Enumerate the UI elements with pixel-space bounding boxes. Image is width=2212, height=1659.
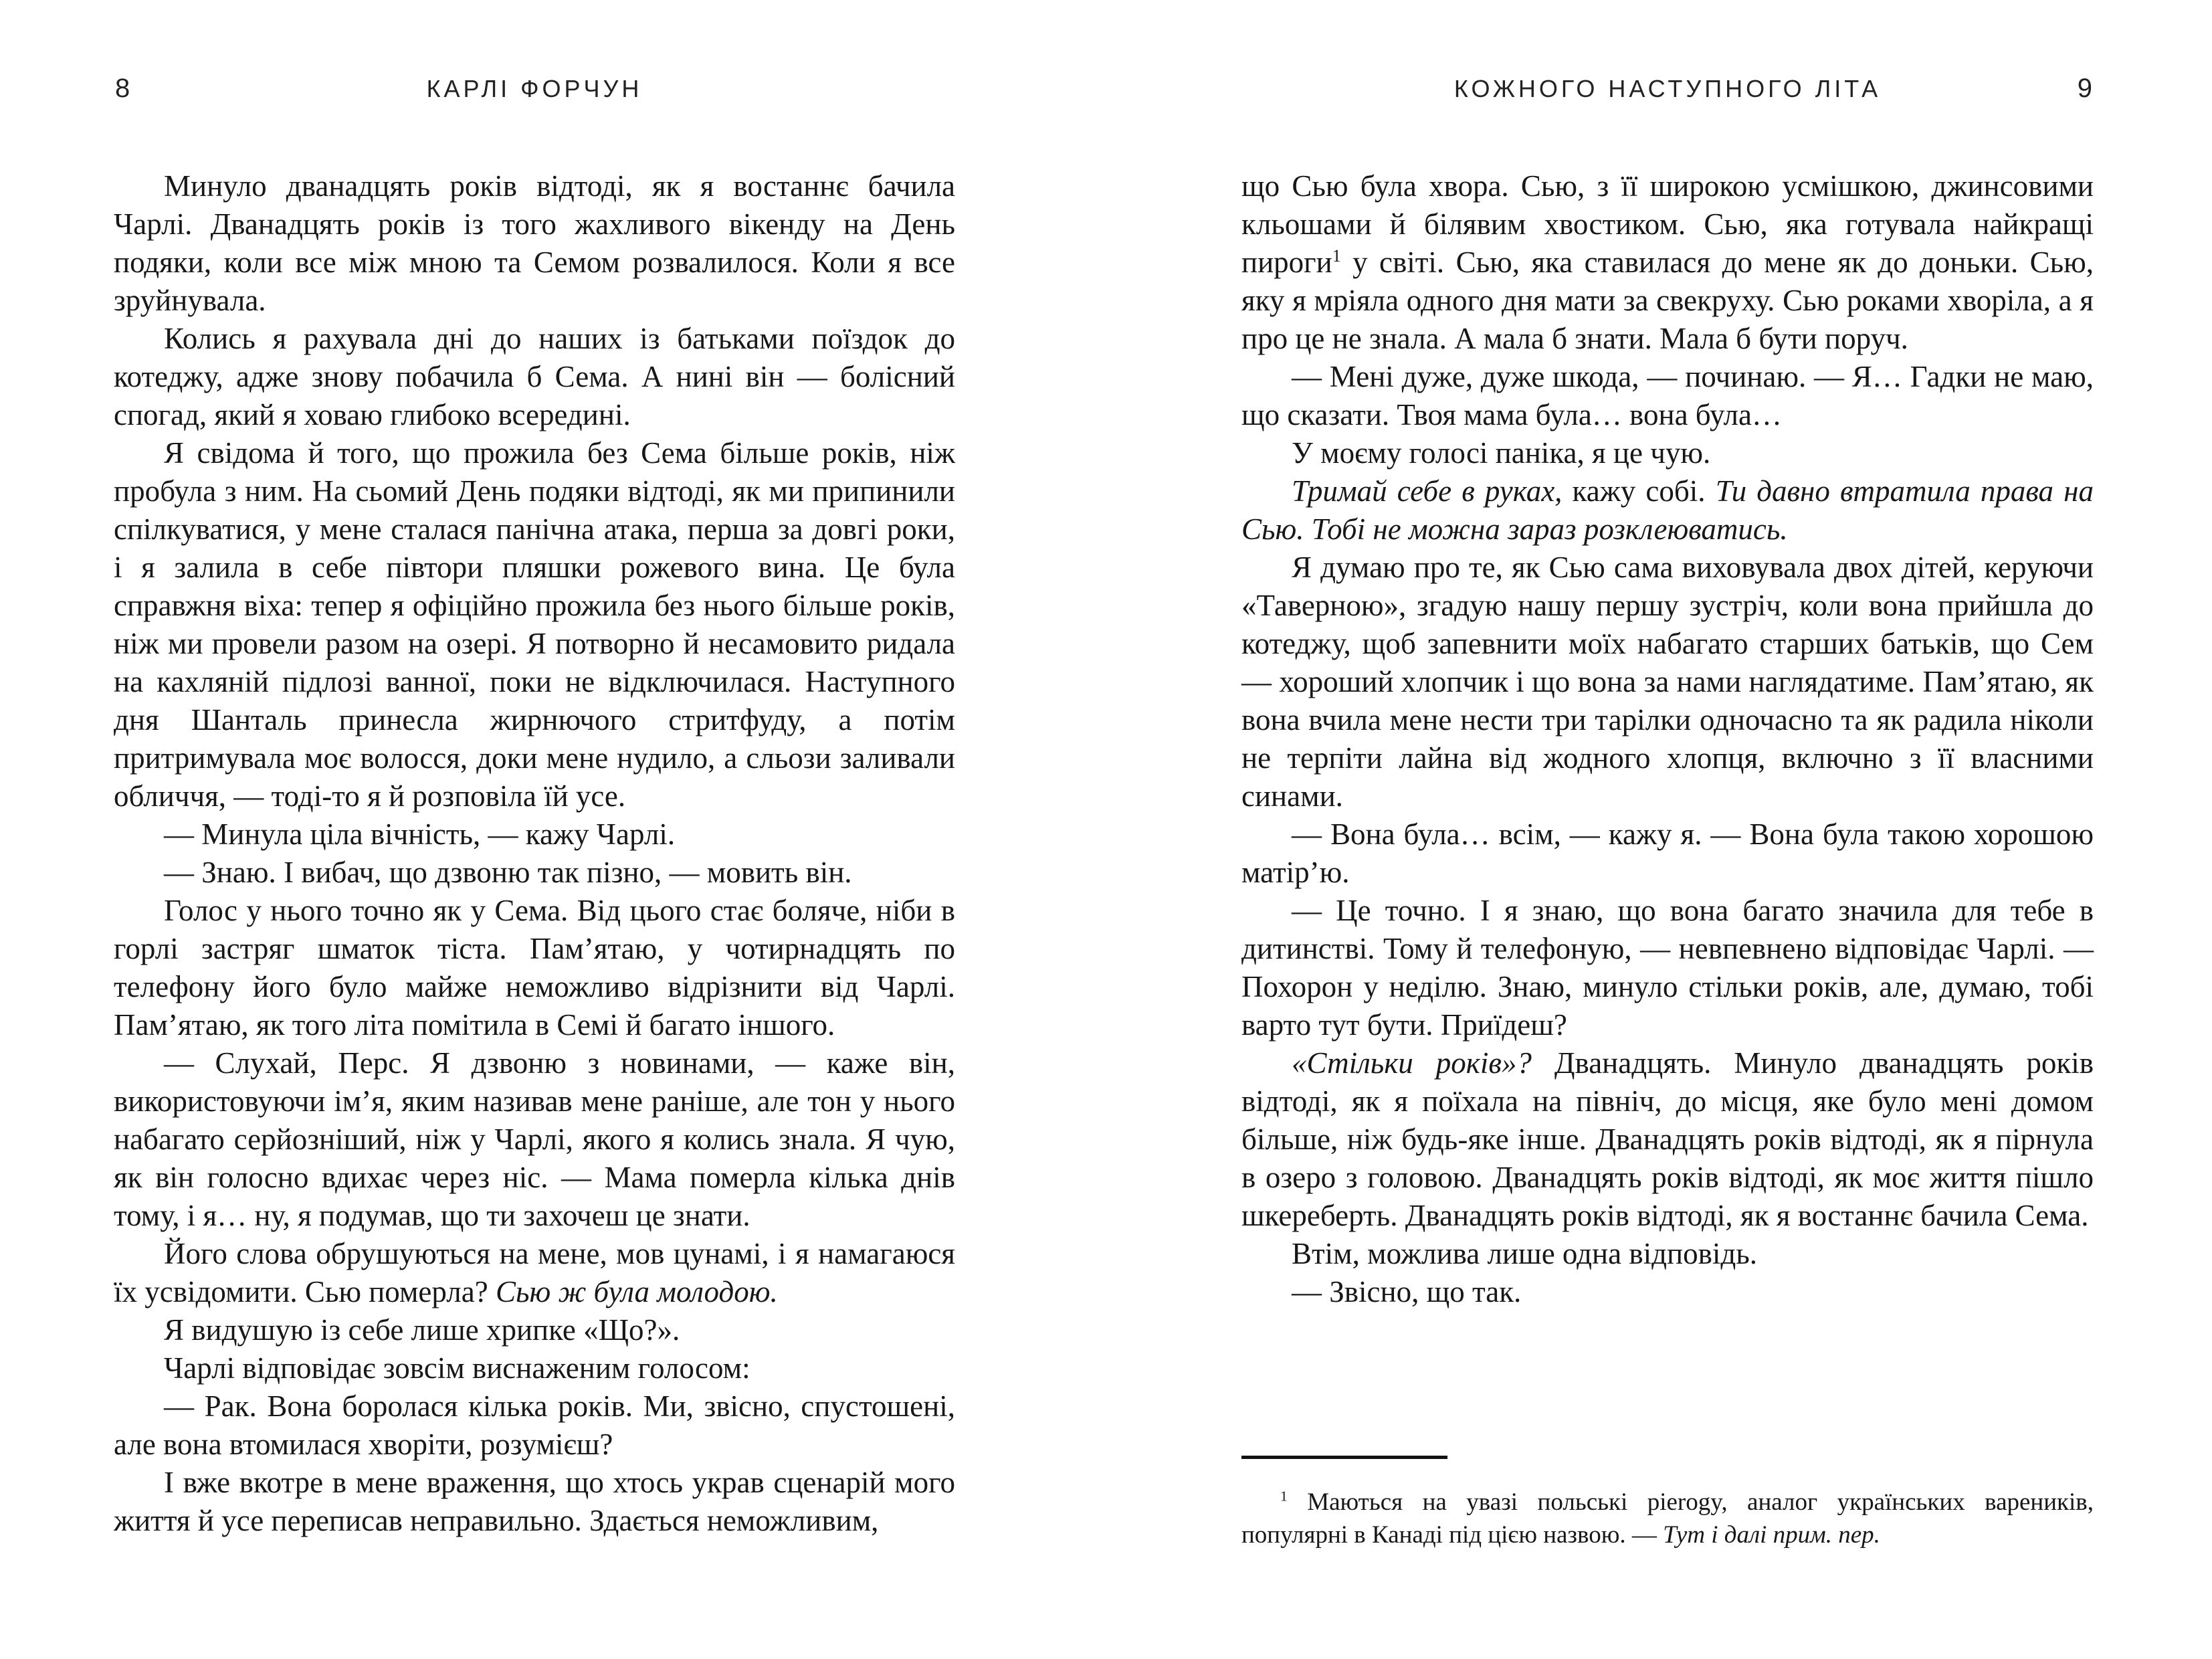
paragraph [114, 434, 955, 815]
paragraph [1241, 472, 2094, 549]
text-segment: — Знаю. І вибач, що дзвоню так пізно, — мовить він. [164, 856, 852, 889]
text-segment: — Це точно. І я знаю, що вона багато значила для тебе в дитинстві. Тому й телефоную, — невпевнено відповідає Чарлі. — Похорон у неділю. Знаю, минуло стільки років, але, думаю, тобі варто тут бути. Приїдеш? [1241, 894, 2094, 1042]
paragraph [114, 1387, 955, 1464]
footnote-block [1241, 1456, 2094, 1551]
running-head-right [1241, 75, 2094, 110]
text-segment: Колись я рахувала дні до наших із батьками поїздок до котеджу, адже знову побачила б Сема. А нині він — болісний спогад, який я ховаю глибоко всередині. [114, 322, 955, 431]
text-segment: Ти давно втратила права на Сью. Тобі не можна зараз розклеюватись. [1241, 474, 2094, 546]
text-segment: у світі. Сью, яка ставилася до мене як до доньки. Сью, яку я мріяла одного дня мати за свекруху. Сью роками хворіла, а я про це не знала. А мала б знати. Мала б бути поруч. [1241, 246, 2094, 355]
text-segment: Я видушую із себе лише хрипке «Що?». [164, 1313, 680, 1347]
text-segment: — Минула ціла вічність, — кажу Чарлі. [164, 817, 676, 851]
text-segment: Дванадцять. Минуло дванадцять років відтоді, як я поїхала на північ, до місця, яке було мені домом більше, ніж будь-яке інше. Дванадцять років відтоді, як я пірнула в озеро з головою. Дванадцять років відтоді, як моє життя пішло шкереберть. Дванадцять років відтоді, як я востаннє бачила Сема. [1241, 1046, 2094, 1232]
text-segment: — Звісно, що так. [1292, 1275, 1522, 1308]
footnote-reference: 1 [1280, 1488, 1288, 1504]
paragraph [114, 1235, 955, 1311]
footnote-text [1241, 1486, 2094, 1551]
paragraph [114, 1464, 955, 1540]
text-segment: Голос у нього точно як у Сема. Від цього стає боляче, ніби в горлі застряг шматок тіста. Пам’ятаю, у чотирнадцять по телефону його було майже неможливо відрізнити від Чарлі. Пам’ятаю, як того літа помітила в Семі й багато іншого. [114, 894, 955, 1042]
paragraph [114, 1349, 955, 1387]
text-segment: — Рак. Вона боролася кілька років. Ми, звісно, спустошені, але вона втомилася хворіти, розумієш? [114, 1389, 955, 1461]
text-segment: Я свідома й того, що прожила без Сема більше років, ніж пробула з ним. На сьомий День подяки відтоді, як ми припинили спілкуватися, у мене сталася панічна атака, перша за довгі роки, і я залила в себе півтори пляшки рожевого вина. Це була справжня віха: тепер я офіційно прожила без нього більше років, ніж ми провели разом на озері. Я потворно й несамовито ридала на кахляній підлозі ванної, поки не відключилася. Наступного дня Шанталь принесла жирнючого стритфуду, а потім притримувала моє волосся, доки мене нудило, а сльози заливали обличчя, — тоді-то я й розповіла їй усе. [114, 436, 955, 813]
text-segment: Тут і далі прим. пер. [1663, 1521, 1880, 1549]
paragraph [1241, 1044, 2094, 1235]
text-column-right [1241, 167, 2094, 1311]
footnote-separator [1241, 1456, 1447, 1459]
paragraph [1241, 434, 2094, 472]
text-segment: Чарлі відповідає зовсім виснаженим голосом: [164, 1351, 750, 1385]
running-header-right: КОЖНОГО НАСТУПНОГО ЛІТА [1453, 75, 1882, 102]
text-segment: Його слова обрушуються на мене, мов цунамі, і я намагаюся їх усвідомити. Сью померла? [114, 1237, 955, 1308]
paragraph [114, 1044, 955, 1235]
page-right [1241, 0, 2094, 1659]
running-head-left [114, 75, 955, 110]
paragraph [1241, 549, 2094, 815]
text-segment: — Мені дуже, дуже шкода, — починаю. — Я… Гадки не маю, що сказати. Твоя мама була… вона була… [1241, 360, 2094, 431]
paragraph [1241, 892, 2094, 1044]
text-segment: що Сью була хвора. Сью, з її широкою усмішкою, джинсовими кльошами й білявим хвостиком. Сью, яка готувала найкращі пироги [1241, 169, 2094, 279]
paragraph [114, 1311, 955, 1349]
paragraph [1241, 358, 2094, 434]
paragraph [114, 320, 955, 434]
running-header-left: КАРЛІ ФОРЧУН [426, 75, 643, 102]
text-segment: І вже вкотре в мене враження, що хтось украв сценарій мого життя й усе переписав неправильно. Здається неможливим, [114, 1466, 955, 1537]
paragraph [114, 892, 955, 1044]
paragraph [114, 815, 955, 854]
text-segment: — Слухай, Перс. Я дзвоню з новинами, — каже він, використовуючи ім’я, яким називав мене раніше, але тон у нього набагато серйозніший, ніж у Чарлі, якого я колись знала. Я чую, як він голосно вдихає через ніс. — Мама померла кілька днів тому, і я… ну, я подумав, що ти захочеш це знати. [114, 1046, 955, 1232]
text-segment: Втім, можлива лише одна відповідь. [1292, 1237, 1757, 1270]
page-number-left: 8 [115, 74, 130, 103]
page-left [114, 0, 955, 1659]
text-column-left [114, 167, 955, 1540]
text-segment: У моєму голосі паніка, я це чую. [1292, 436, 1711, 470]
text-segment: Тримай себе в руках, [1292, 474, 1563, 508]
footnote-reference: 1 [1332, 246, 1341, 266]
paragraph [114, 167, 955, 320]
text-segment: Минуло дванадцять років відтоді, як я востаннє бачила Чарлі. Дванадцять років із того жахливого вікенду на День подяки, коли все між мною та Семом розвалилося. Коли я все зруйнувала. [114, 169, 955, 317]
paragraph [1241, 167, 2094, 358]
paragraph [114, 854, 955, 892]
page-number-right: 9 [2077, 74, 2092, 103]
paragraph [1241, 815, 2094, 892]
text-segment: Маються на увазі польські pierogy, аналог українських вареників, популярні в Канаді під цією назвою. — [1241, 1488, 2094, 1549]
paragraph [1241, 1235, 2094, 1273]
text-segment: кажу собі. [1562, 474, 1716, 508]
text-segment: Сью ж була молодою. [495, 1275, 778, 1308]
paragraph [1241, 1273, 2094, 1311]
text-segment: — Вона була… всім, — кажу я. — Вона була такою хорошою матір’ю. [1241, 817, 2094, 889]
text-segment: «Стільки років»? [1292, 1046, 1532, 1080]
text-segment: Я думаю про те, як Сью сама виховувала двох дітей, керуючи «Таверною», згадую нашу першу зустріч, коли вона прийшла до котеджу, щоб запевнити моїх набагато старших батьків, що Сем — хороший хлопчик і що вона за нами наглядатиме. Пам’ятаю, як вона вчила мене нести три тарілки одночасно та як радила ніколи не терпіти лайна від жодного хлопця, включно з її власними синами. [1241, 551, 2094, 813]
